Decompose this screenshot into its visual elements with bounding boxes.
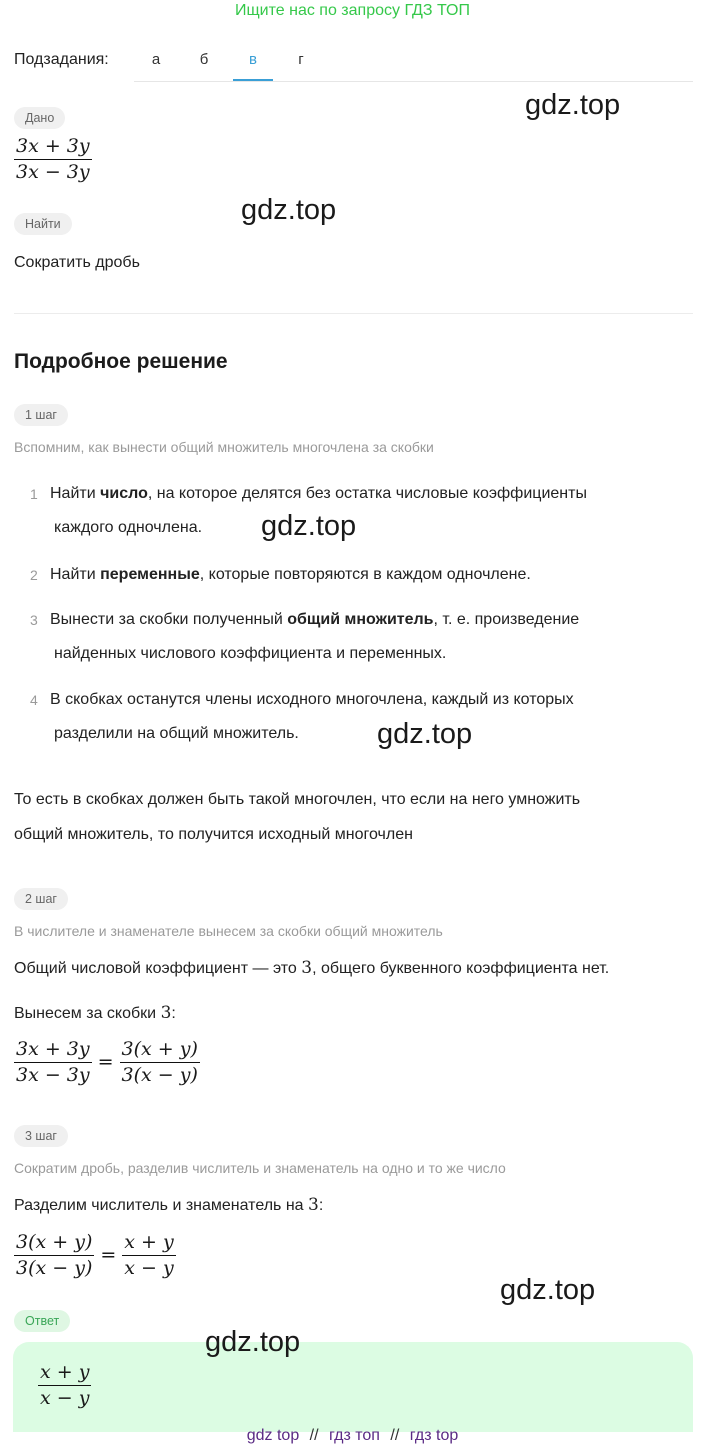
step1-chip-wrap (14, 404, 68, 426)
step2-chip: 2 шаг (14, 888, 68, 910)
given-fraction (14, 135, 92, 184)
step1-item-3-number: 3 (30, 612, 38, 628)
step1-item-3-post: , т. е. произведение (433, 611, 580, 628)
step3-line-math: 3 (308, 1195, 319, 1215)
step2-eq-sign: = (97, 1051, 114, 1074)
step3-equation (14, 1231, 176, 1280)
step1-item-3-cont: найденных числового коэффициента и переменных. (54, 645, 447, 662)
step1-summary-2: общий множитель, то получится исходный многочлен (14, 826, 413, 843)
step2-line1-pre: Общий числовой коэффициент — это (14, 960, 302, 977)
step3-line-post: : (318, 1197, 324, 1214)
watermark: gdz.top (241, 194, 337, 226)
step2-line1-math: 3 (301, 958, 313, 978)
step1-item-1-number: 1 (30, 486, 38, 502)
step3-chip-wrap (14, 1125, 68, 1147)
answer-chip-wrap (14, 1310, 70, 1332)
step1-chip: 1 шаг (14, 404, 68, 426)
solution-title: Подробное решение (14, 350, 228, 373)
step2-line1 (14, 958, 609, 978)
step1-item-2-number: 2 (30, 567, 38, 583)
step2-line1-post: , общего буквенного коэффициента нет. (312, 960, 610, 977)
step3-eq-right-num: x + y (122, 1231, 175, 1256)
step2-eq-left-den: 3x − 3y (16, 1063, 90, 1086)
step3-line (14, 1195, 323, 1215)
answer-denominator: x − y (40, 1386, 90, 1409)
step1-item-2 (30, 558, 690, 598)
step3-subtitle: Сократим дробь, разделив числитель и знаменатель на одно и то же число (14, 1160, 506, 1176)
find-section (14, 213, 72, 235)
footer-links (0, 1427, 705, 1445)
step1-item-3-bold: общий множитель (287, 611, 434, 628)
footer-sep-2: // (390, 1427, 400, 1444)
step1-item-3 (30, 603, 690, 683)
step3-chip: 3 шаг (14, 1125, 68, 1147)
tab-b[interactable]: б (199, 51, 209, 68)
step2-subtitle: В числителе и знаменателе вынесем за скобки общий множитель (14, 923, 443, 939)
watermark: gdz.top (261, 510, 357, 542)
footer-link-2[interactable]: гдз топ (329, 1427, 380, 1444)
tab-g[interactable]: г (298, 51, 304, 68)
divider (14, 313, 693, 314)
find-chip: Найти (14, 213, 72, 235)
step1-item-1 (30, 477, 690, 557)
find-text: Сократить дробь (14, 254, 140, 271)
footer-sep-1: // (309, 1427, 319, 1444)
step2-equation (14, 1038, 200, 1087)
given-denominator: 3x − 3y (16, 160, 90, 183)
step2-line2-pre: Вынесем за скобки (14, 1005, 161, 1022)
step2-eq-right-den: 3(x − y) (121, 1063, 198, 1086)
watermark: gdz.top (525, 89, 621, 121)
tab-a[interactable]: а (151, 51, 161, 68)
watermark: gdz.top (205, 1326, 301, 1358)
top-banner: Ищите нас по запросу ГДЗ ТОП (235, 2, 470, 19)
tab-v[interactable]: в (233, 49, 273, 81)
subtask-tabs (134, 49, 693, 82)
step2-line2-post: : (171, 1005, 176, 1022)
answer-fraction (38, 1361, 91, 1410)
step3-eq-left-den: 3(x − y) (16, 1256, 93, 1279)
step1-item-4 (30, 683, 690, 763)
step2-line2-math: 3 (160, 1003, 172, 1023)
watermark: gdz.top (377, 718, 473, 750)
step2-eq-right-num: 3(x + y) (120, 1038, 200, 1063)
step2-chip-wrap (14, 888, 68, 910)
step1-item-3-pre: Вынести за скобки полученный (50, 611, 288, 628)
step1-summary-1: То есть в скобках должен быть такой многочлен, что если на него умножить (14, 791, 581, 808)
answer-numerator: x + y (38, 1361, 91, 1386)
step1-item-4-number: 4 (30, 692, 38, 708)
step1-item-1-bold: число (100, 485, 148, 502)
step1-item-4-cont: разделили на общий множитель. (54, 725, 299, 742)
step1-item-2-bold: переменные (100, 566, 200, 583)
watermark: gdz.top (500, 1274, 596, 1306)
given-chip: Дано (14, 107, 65, 129)
answer-box (13, 1342, 693, 1432)
step1-item-2-post: , которые повторяются в каждом одночлене. (199, 566, 531, 583)
step1-item-1-pre: Найти (50, 485, 101, 502)
footer-link-3[interactable]: гдз top (409, 1427, 459, 1444)
step3-eq-sign: = (100, 1244, 117, 1267)
given-numerator: 3x + 3y (14, 135, 92, 160)
step1-item-2-pre: Найти (50, 566, 101, 583)
step3-line-pre: Разделим числитель и знаменатель на (14, 1197, 308, 1214)
footer-link-1[interactable]: gdz top (246, 1427, 300, 1444)
step1-item-4-pre: В скобках останутся члены исходного многочлена, каждый из которых (50, 691, 574, 708)
answer-chip: Ответ (14, 1310, 70, 1332)
subtasks-label: Подзадания: (14, 51, 109, 68)
given-section (14, 107, 65, 129)
step1-item-1-cont: каждого одночлена. (54, 519, 203, 536)
step2-line2 (14, 1003, 176, 1023)
step1-item-1-post: , на которое делятся без остатка числовые коэффициенты (147, 485, 587, 502)
step2-eq-left-num: 3x + 3y (14, 1038, 92, 1063)
step3-eq-left-num: 3(x + y) (14, 1231, 94, 1256)
step1-subtitle: Вспомним, как вынести общий множитель многочлена за скобки (14, 439, 434, 455)
step3-eq-right-den: x − y (124, 1256, 174, 1279)
